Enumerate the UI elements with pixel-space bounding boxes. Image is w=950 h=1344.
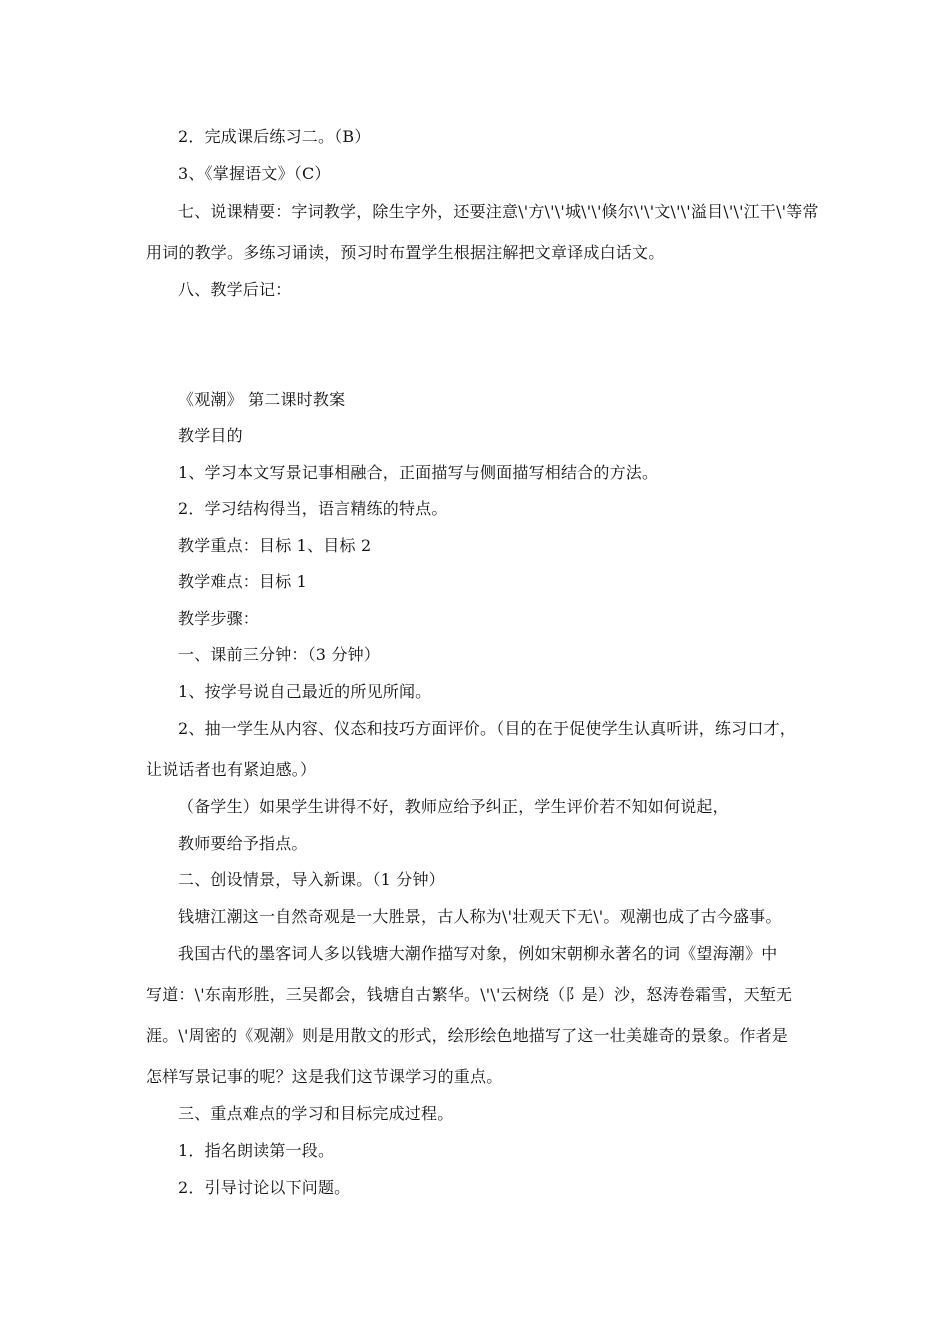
text-line: 3、《掌握语文》（C） — [178, 164, 331, 183]
text-line: 教学难点：目标 1 — [178, 572, 308, 591]
text-line: 2．学习结构得当，语言精练的特点。 — [178, 499, 448, 518]
text-line: 教学步骤： — [178, 609, 260, 628]
text-line: 1、按学号说自己最近的所见所闻。 — [178, 682, 432, 701]
text-line: 2、抽一学生从内容、仪态和技巧方面评价。（目的在于促使学生认真听讲，练习口才， — [178, 719, 796, 738]
text-line: 七、说课精要：字词教学，除生字外，还要注意\'方\'\'城\'\'倏尔\'\'文\'\'溢目\'\'江干\'等常 — [178, 202, 819, 221]
text-line: 三、重点难点的学习和目标完成过程。 — [178, 1104, 454, 1123]
text-line: 2．引导讨论以下问题。 — [178, 1178, 351, 1197]
section-title: 《观潮》 第二课时教案 — [178, 390, 346, 409]
text-line: 让说话者也有紧迫感。） — [146, 760, 317, 779]
text-line: 教师要给予指点。 — [178, 834, 308, 853]
text-line: 1．指名朗读第一段。 — [178, 1141, 335, 1160]
text-line: 教学重点：目标 1、目标 2 — [178, 536, 372, 555]
text-line: 我国古代的墨客词人多以钱塘大潮作描写对象，例如宋朝柳永著名的词《望海潮》中 — [178, 944, 778, 963]
text-line: 教学目的 — [178, 426, 243, 445]
text-line: 用词的教学。多练习诵读，预习时布置学生根据注解把文章译成白话文。 — [146, 243, 665, 262]
text-line: 八、教学后记： — [178, 280, 292, 299]
text-line: 2．完成课后练习二。（B） — [178, 127, 371, 146]
text-line: 一、课前三分钟：（3 分钟） — [178, 645, 381, 664]
text-line: （备学生）如果学生讲得不好，教师应给予纠正，学生评价若不知如何说起， — [178, 797, 729, 816]
text-line: 写道：\'东南形胜，三吴都会，钱塘自古繁华。\'\'云树绕（阝是）沙，怒涛卷霜雪，天堑无 — [146, 985, 793, 1004]
text-line: 1、学习本文写景记事相融合，正面描写与侧面描写相结合的方法。 — [178, 463, 659, 482]
text-line: 钱塘江潮这一自然奇观是一大胜景，古人称为\'壮观天下无\'。观潮也成了古今盛事。 — [178, 907, 782, 926]
text-line: 怎样写景记事的呢？这是我们这节课学习的重点。 — [146, 1067, 503, 1086]
text-line: 二、创设情景，导入新课。（1 分钟） — [178, 870, 445, 889]
text-line: 涯。\'周密的《观潮》则是用散文的形式，绘形绘色地描写了这一壮美雄奇的景象。作者是 — [146, 1026, 788, 1045]
